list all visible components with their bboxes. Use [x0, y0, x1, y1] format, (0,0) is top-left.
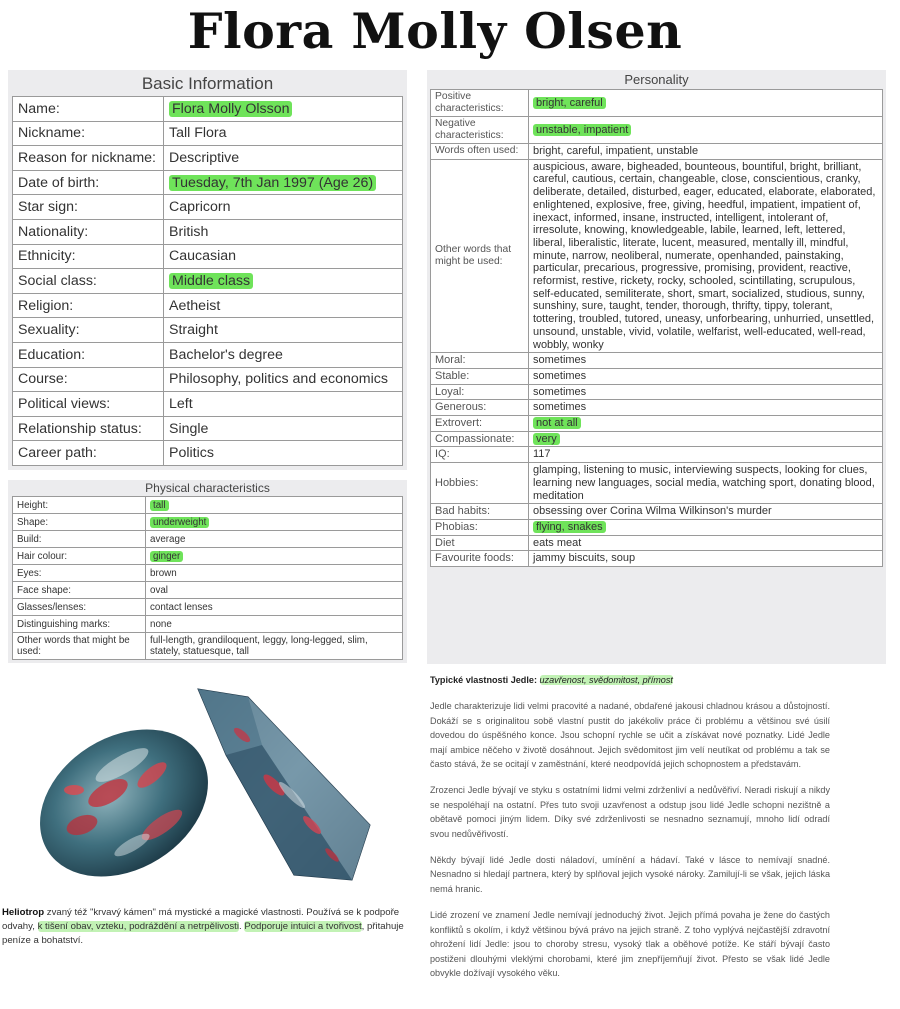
- basic-info-value: [164, 195, 403, 220]
- physical-characteristics-heading: Physical characteristics: [145, 481, 270, 495]
- basic-info-label: Ethnicity:: [13, 244, 164, 269]
- basic-info-label: Relationship status:: [13, 416, 164, 441]
- physical-value-text: contact lenses: [150, 601, 213, 613]
- physical-value: [146, 599, 403, 616]
- basic-info-row: [13, 97, 403, 122]
- physical-value-text: brown: [150, 567, 177, 579]
- physical-label: Eyes:: [13, 565, 146, 582]
- personality-value: [529, 400, 883, 416]
- crystal-heliotrope-stone: [198, 689, 370, 880]
- physical-row: [13, 497, 403, 514]
- personality-label: Moral:: [431, 353, 529, 369]
- basic-information-table: [12, 96, 403, 466]
- personality-row: [431, 90, 883, 117]
- personality-row: [431, 551, 883, 567]
- basic-info-value-text: Aetheist: [169, 297, 221, 314]
- basic-info-value-text: Capricorn: [169, 199, 231, 216]
- personality-value-text: flying, snakes: [533, 521, 606, 533]
- personality-row: [431, 447, 883, 463]
- basic-info-label: Date of birth:: [13, 170, 164, 195]
- personality-label: Extrovert:: [431, 416, 529, 432]
- basic-info-row: [13, 416, 403, 441]
- basic-info-value-text: Single: [169, 420, 209, 437]
- basic-info-row: [13, 269, 403, 294]
- jedle-heading: [430, 673, 830, 687]
- physical-value-text: none: [150, 618, 172, 630]
- personality-value: [529, 384, 883, 400]
- basic-info-value-text: Descriptive: [169, 149, 240, 166]
- basic-info-row: [13, 244, 403, 269]
- basic-info-row: [13, 146, 403, 171]
- basic-info-label: Sexuality:: [13, 318, 164, 343]
- personality-label: Hobbies:: [431, 463, 529, 504]
- personality-value-text: not at all: [533, 417, 581, 429]
- physical-row: [13, 514, 403, 531]
- jedle-heading-label: Typické vlastnosti Jedle:: [430, 675, 537, 685]
- basic-info-value: [164, 367, 403, 392]
- personality-value: [529, 416, 883, 432]
- heliotrope-gemstones-image: [12, 675, 412, 897]
- basic-information-heading: Basic Information: [141, 74, 274, 93]
- personality-value: [529, 117, 883, 144]
- physical-label: Other words that might be used:: [13, 633, 146, 660]
- personality-value-text: glamping, listening to music, interviewing suspects, looking for clues, learning new languages, social media, watching sport, donating blood, meditation: [533, 464, 875, 502]
- jedle-description: [430, 673, 830, 992]
- personality-value: [529, 144, 883, 160]
- personality-value-text: very: [533, 433, 560, 445]
- jedle-paragraph-3: Někdy bývají lidé Jedle dosti náladoví, umínění a hádaví. Také v lásce to nemívají snadné. Nesnadno si hledají partnera, který by splňoval jejich vysoké nároky. Zamilují-li se však, jejich láska nemá hranic.: [430, 855, 830, 894]
- basic-info-value: [164, 293, 403, 318]
- basic-info-value: [164, 121, 403, 146]
- personality-value: [529, 159, 883, 353]
- physical-row: [13, 616, 403, 633]
- basic-info-value-text: British: [169, 223, 209, 240]
- physical-row: [13, 531, 403, 548]
- personality-value-text: 117: [533, 448, 551, 461]
- heliotrope-text-3: .: [238, 921, 245, 932]
- heliotrope-text-5: , přitahuje peníze a bohatství.: [2, 921, 404, 946]
- basic-info-row: [13, 318, 403, 343]
- personality-row: [431, 504, 883, 520]
- personality-label: Other words that might be used:: [431, 159, 529, 353]
- personality-row: [431, 353, 883, 369]
- personality-value-text: eats meat: [533, 536, 582, 549]
- personality-value-text: sometimes: [533, 369, 587, 382]
- personality-value-text: bright, careful: [533, 97, 606, 109]
- basic-info-value: [164, 269, 403, 294]
- physical-label: Shape:: [13, 514, 146, 531]
- personality-value: [529, 519, 883, 535]
- basic-info-label: Course:: [13, 367, 164, 392]
- personality-row: [431, 384, 883, 400]
- basic-info-value: [164, 219, 403, 244]
- jedle-paragraph-4: Lidé zrození ve znamení Jedle nemívají jednoduchý život. Jejich přímá povaha je žene do častých konfliktů s okolím, i když většinou bývá právo na jejich straně. Z toho vyplývá nejčastější zdravotní ohrožení lidí Jedle: jsou to choroby stresu, vysoký tlak a oběhové potíže. Ke stáří bývají často postiženi dlouhými vleklými chorobami, které jim znepříjemňují život. Přesto se však lidé Jedle obvykle dožívají vysokého věku.: [430, 910, 830, 978]
- personality-value: [529, 463, 883, 504]
- personality-label: IQ:: [431, 447, 529, 463]
- physical-value-text: ginger: [150, 551, 183, 562]
- personality-label: Positive characteristics:: [431, 90, 529, 117]
- personality-value-text: obsessing over Corina Wilma Wilkinson's murder: [533, 505, 772, 518]
- jedle-paragraph-1: Jedle charakterizuje lidi velmi pracovité a nadané, obdařené jakousi chladnou krásou a důstojností. Dokáží se s originalitou sobě vlastní pustit do jakékoliv práce či problému a většinou své úsilí dovedou do úspěšného konce. Jsou schopní rychle se učit a získávat nové poznatky. Lidé Jedle mají ambice něčeho v životě dosáhnout. Jejich svědomitost jim velí neutíkat od problému a tak se často stává, že se ocitají v zaměstnání, které neodpovídá jejich schopnostem a představám.: [430, 701, 830, 770]
- heliotrope-highlight-2: Podporuje intuici a tvořivost: [244, 921, 362, 932]
- basic-info-row: [13, 195, 403, 220]
- basic-info-label: Nickname:: [13, 121, 164, 146]
- physical-label: Distinguishing marks:: [13, 616, 146, 633]
- oval-heliotrope-stone: [13, 699, 236, 897]
- basic-info-row: [13, 219, 403, 244]
- personality-value: [529, 431, 883, 447]
- physical-label: Height:: [13, 497, 146, 514]
- physical-characteristics-table: [12, 496, 403, 660]
- personality-value: [529, 353, 883, 369]
- physical-row: [13, 548, 403, 565]
- basic-info-value: [164, 416, 403, 441]
- basic-info-label: Social class:: [13, 269, 164, 294]
- personality-value: [529, 368, 883, 384]
- physical-label: Face shape:: [13, 582, 146, 599]
- personality-label: Favourite foods:: [431, 551, 529, 567]
- basic-info-label: Education:: [13, 342, 164, 367]
- basic-info-value-text: Politics: [169, 445, 214, 462]
- physical-value: [146, 565, 403, 582]
- physical-value: [146, 497, 403, 514]
- basic-info-label: Career path:: [13, 441, 164, 466]
- basic-info-value: [164, 318, 403, 343]
- personality-row: [431, 117, 883, 144]
- physical-row: [13, 565, 403, 582]
- basic-info-row: [13, 293, 403, 318]
- basic-info-value-text: Straight: [169, 322, 218, 339]
- basic-info-value-text: Caucasian: [169, 248, 237, 265]
- personality-value: [529, 504, 883, 520]
- basic-info-row: [13, 342, 403, 367]
- basic-info-label: Reason for nickname:: [13, 146, 164, 171]
- basic-info-row: [13, 441, 403, 466]
- personality-value-text: sometimes: [533, 401, 587, 414]
- personality-row: [431, 159, 883, 353]
- physical-value-text: average: [150, 533, 186, 545]
- basic-info-label: Religion:: [13, 293, 164, 318]
- personality-panel: [427, 70, 886, 664]
- physical-label: Glasses/lenses:: [13, 599, 146, 616]
- personality-label: Phobias:: [431, 519, 529, 535]
- physical-value-text: underweight: [150, 517, 209, 528]
- basic-info-value: [164, 97, 403, 122]
- heliotrope-name: Heliotrop: [2, 907, 45, 918]
- physical-value: [146, 531, 403, 548]
- physical-value-text: oval: [150, 584, 168, 596]
- basic-info-row: [13, 367, 403, 392]
- physical-label: Hair colour:: [13, 548, 146, 565]
- basic-info-row: [13, 392, 403, 417]
- personality-value-text: auspicious, aware, bigheaded, bounteous, bountiful, bright, brilliant, careful, cautious, certain, changeable, close, conscientious, cranky, deliberate, detailed, disturbed, eager, educated, elaborate, elaborated, enlightened, explosive, free, giving, heedful, impatient, impatient of, inexact, informed, insane, instructed, intelligent, intolerant of, irresolute, knowing, knowledgeable, labile, learned, left, lettered, liberal, liberalistic, literate, lucent, measured, mentally ill, mindful, minute, narrow, neoliberal, numerate, openhanded, painstaking, particular, precarious, progressive, promising, provident, reactive, reformist, restive, rickety, rocky, schooled, scintillating, scrupulous, self-educated, semiliterate, short, smart, socialized, studious, sunny, sunshiny, sure, taught, tender, thorough, thrifty, tippy, tolerant, tottering, troubled, tutored, uneasy, unforbearing, unhurried, unsettled, unsound, unstable, vivid, volatile, welfarist, well-educated, well-read, wobbly, wonky: [533, 160, 876, 351]
- personality-row: [431, 144, 883, 160]
- basic-info-value-text: Tuesday, 7th Jan 1997 (Age 26): [169, 175, 376, 191]
- physical-value: [146, 616, 403, 633]
- personality-value-text: sometimes: [533, 385, 587, 398]
- personality-label: Words often used:: [431, 144, 529, 160]
- personality-value-text: sometimes: [533, 354, 587, 367]
- personality-value-text: jammy biscuits, soup: [533, 552, 636, 565]
- basic-info-value: [164, 244, 403, 269]
- basic-info-value: [164, 342, 403, 367]
- personality-table: [430, 89, 883, 567]
- basic-info-label: Nationality:: [13, 219, 164, 244]
- basic-info-label: Political views:: [13, 392, 164, 417]
- physical-value: [146, 514, 403, 531]
- physical-value-text: tall: [150, 500, 169, 511]
- personality-row: [431, 463, 883, 504]
- personality-heading: Personality: [624, 72, 689, 87]
- basic-info-value: [164, 441, 403, 466]
- jedle-heading-traits: uzavřenost, svědomitost, přímost: [539, 675, 673, 685]
- personality-value-text: unstable, impatient: [533, 124, 631, 136]
- basic-info-value-text: Bachelor's degree: [169, 346, 283, 363]
- physical-characteristics-panel: [8, 480, 407, 663]
- basic-info-label: Name:: [13, 97, 164, 122]
- personality-label: Diet: [431, 535, 529, 551]
- personality-row: [431, 431, 883, 447]
- personality-row: [431, 368, 883, 384]
- physical-row: [13, 582, 403, 599]
- personality-label: Negative characteristics:: [431, 117, 529, 144]
- personality-value-text: bright, careful, impatient, unstable: [533, 145, 699, 157]
- physical-value: [146, 633, 403, 660]
- basic-info-value: [164, 392, 403, 417]
- physical-value-text: full-length, grandiloquent, leggy, long-legged, slim, stately, statuesque, tall: [150, 635, 368, 657]
- personality-row: [431, 416, 883, 432]
- personality-label: Bad habits:: [431, 504, 529, 520]
- personality-label: Compassionate:: [431, 431, 529, 447]
- personality-label: Generous:: [431, 400, 529, 416]
- personality-value: [529, 90, 883, 117]
- basic-info-value-text: Tall Flora: [169, 125, 227, 142]
- basic-info-row: [13, 170, 403, 195]
- personality-row: [431, 400, 883, 416]
- physical-value: [146, 548, 403, 565]
- personality-value: [529, 447, 883, 463]
- heliotrope-text-1: zvaný též "krvavý kámen" má mystické a magické vlastnosti. Používá se k podpoře odvahy,: [2, 907, 400, 932]
- basic-info-label: Star sign:: [13, 195, 164, 220]
- personality-label: Loyal:: [431, 384, 529, 400]
- basic-information-panel: [8, 70, 407, 470]
- basic-info-value-text: Left: [169, 395, 193, 412]
- basic-info-row: [13, 121, 403, 146]
- page-title: Flora Molly Olsen: [187, 2, 683, 60]
- personality-row: [431, 535, 883, 551]
- physical-value: [146, 582, 403, 599]
- physical-label: Build:: [13, 531, 146, 548]
- basic-info-value-text: Flora Molly Olsson: [169, 101, 292, 117]
- basic-info-value: [164, 170, 403, 195]
- personality-value: [529, 551, 883, 567]
- basic-info-value-text: Middle class: [169, 273, 253, 289]
- basic-info-value-text: Philosophy, politics and economics: [169, 371, 388, 388]
- heliotrope-description: [2, 906, 417, 948]
- jedle-paragraph-2: Zrozenci Jedle bývají ve styku s ostatními lidmi velmi zdrženliví a nedůvěřiví. Neradi riskují a nikdy se nespoléhají na ostatní. Přes tuto svoji uzavřenost a odstup jsou lidé Jedle schopni nezištně a obětavě pomoci jiným lidem. Díky své zdrženlivosti se nesnadno seznamují, mnoho lidí odradí svou nedůvěřivostí.: [430, 785, 830, 839]
- physical-row: [13, 599, 403, 616]
- personality-label: Stable:: [431, 368, 529, 384]
- heliotrope-highlight-1: k tišení obav, vzteku, podráždění a netrpělivosti: [37, 921, 239, 932]
- physical-row: [13, 633, 403, 660]
- basic-info-value: [164, 146, 403, 171]
- personality-row: [431, 519, 883, 535]
- personality-value: [529, 535, 883, 551]
